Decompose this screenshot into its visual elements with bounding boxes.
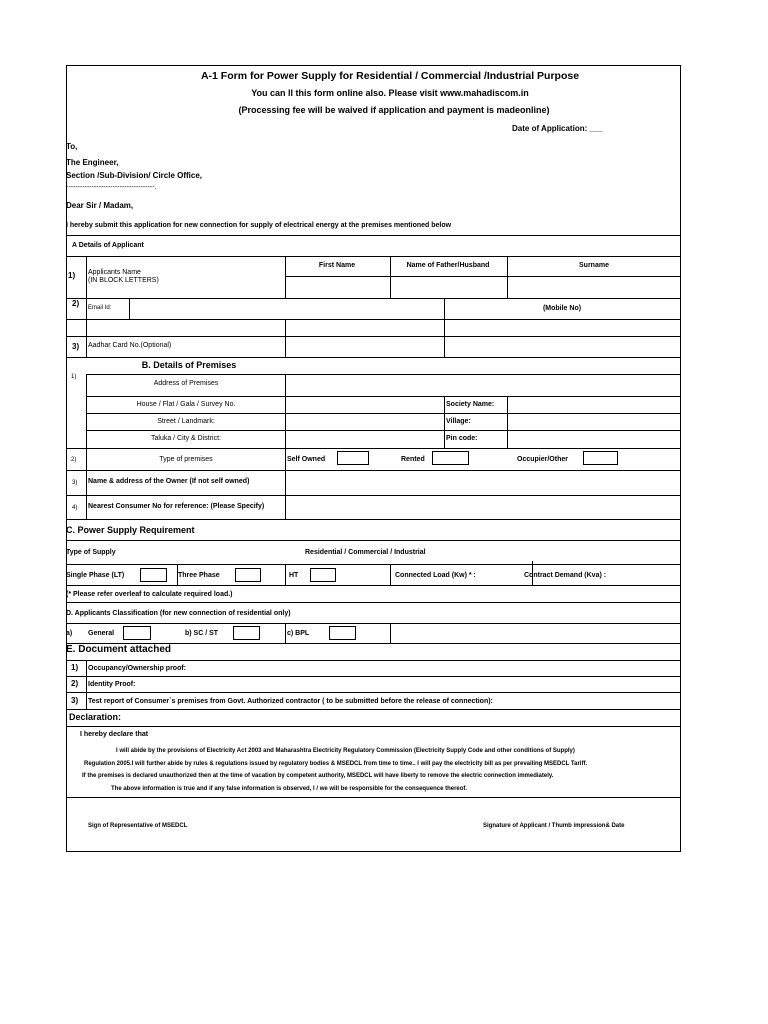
- section-c-heading: C. Power Supply Requirement: [66, 525, 195, 535]
- office-dashes: --------------------------------------.: [66, 184, 157, 191]
- form-title: A-1 Form for Power Supply for Residential / Commercial /Industrial Purpose: [200, 70, 580, 82]
- taluka-label: Taluka / City & District:: [150, 435, 222, 442]
- single-phase-checkbox[interactable]: [140, 568, 167, 582]
- test-report-label: Test report of Consumer`s premises from Govt. Authorized contractor ( to be submitted before the release of connection):: [88, 698, 493, 705]
- declaration-line-3: If the premises is declared unauthorized then at the time of vacation by competent authority, MSEDCL will have liberty to remove the electric connection immediately.: [82, 773, 554, 779]
- declaration-intro: I hereby declare that: [80, 731, 149, 738]
- occupier-label: Occupier/Other: [517, 456, 568, 463]
- row-number: 4): [72, 505, 78, 511]
- three-phase-label: Three Phase: [178, 572, 220, 579]
- consumer-label: Nearest Consumer No for reference: (Please Specify): [88, 503, 265, 510]
- address-label: Address of Premises: [153, 380, 219, 387]
- house-input[interactable]: [286, 397, 443, 412]
- identity-label: Identity Proof:: [88, 681, 136, 688]
- office-label: Section /Sub-Division/ Circle Office,: [66, 171, 203, 180]
- owner-input[interactable]: [286, 471, 680, 494]
- aadhar-input[interactable]: [286, 337, 443, 356]
- owner-label: Name & address of the Owner (If not self owned): [88, 478, 250, 485]
- sc-st-checkbox[interactable]: [233, 626, 260, 640]
- section-d-heading: D. Applicants Classification (for new connection of residential only): [66, 610, 291, 617]
- general-label: General: [88, 630, 115, 637]
- street-label: Street / Landmark:: [157, 418, 215, 425]
- row-number: 3): [72, 480, 78, 486]
- rented-label: Rented: [401, 456, 425, 463]
- to-label: To,: [66, 142, 78, 151]
- row-number: 3): [72, 342, 80, 351]
- pincode-label: Pin code:: [446, 435, 478, 442]
- house-label: House / Flat / Gala / Survey No.: [136, 401, 236, 408]
- declaration-line-4: The above information is true and if any false information is observed, I / we will be responsible for the consequence thereof.: [111, 786, 468, 792]
- aadhar-label: Aadhar Card No.(Optional): [88, 342, 172, 349]
- street-input[interactable]: [286, 414, 443, 429]
- row-number: 1): [71, 374, 77, 380]
- doc-number: 1): [71, 663, 79, 672]
- occupier-checkbox[interactable]: [583, 451, 618, 465]
- occupancy-label: Occupancy/Ownership proof:: [88, 665, 187, 672]
- father-name-input[interactable]: [391, 277, 507, 298]
- bpl-checkbox[interactable]: [329, 626, 356, 640]
- self-owned-checkbox[interactable]: [337, 451, 369, 465]
- address-input[interactable]: [286, 375, 680, 395]
- row-number: 2): [72, 299, 80, 308]
- declaration-line-2: Regulation 2005.I will further abide by rules & regulations issued by regulatory bodies & MSEDCL from time to time.. I will pay the electricity bill as per prevailing MSEDCL Tariff.: [84, 761, 588, 767]
- first-name-input[interactable]: [286, 277, 390, 298]
- declaration-heading: Declaration:: [69, 712, 122, 722]
- self-owned-label: Self Owned: [287, 456, 326, 463]
- row-number: 2): [71, 457, 77, 463]
- rented-checkbox[interactable]: [432, 451, 469, 465]
- premises-type-label: Type of premises: [159, 456, 213, 463]
- sc-st-label: b) SC / ST: [185, 630, 219, 637]
- mobile-label: (Mobile No): [542, 305, 582, 312]
- society-label: Society Name:: [446, 401, 495, 408]
- doc-number: 2): [71, 679, 79, 688]
- doc-number: 3): [71, 696, 79, 705]
- msedcl-signature-label: Sign of Representative of MSEDCL: [88, 823, 188, 829]
- load-note: (* Please refer overleaf to calculate required load.): [66, 591, 233, 598]
- general-checkbox[interactable]: [123, 626, 151, 640]
- row-number: 1): [68, 271, 76, 280]
- taluka-input[interactable]: [286, 431, 443, 447]
- consumer-input[interactable]: [286, 496, 680, 518]
- ht-label: HT: [289, 572, 299, 579]
- online-note: You can ll this form online also. Please visit www.mahadiscom.in: [251, 88, 529, 98]
- fee-note: (Processing fee will be waived if application and payment is madeonline): [238, 105, 550, 115]
- first-name-header: First Name: [318, 262, 356, 269]
- father-name-header: Name of Father/Husband: [406, 262, 490, 269]
- declaration-line-1: I will abide by the provisions of Electricity Act 2003 and Maharashtra Electricity Regulatory Commission (Electricity Supply Code and other conditions of Supply): [116, 748, 575, 754]
- engineer-label: The Engineer,: [66, 158, 119, 167]
- village-label: Village:: [446, 418, 471, 425]
- connected-load-label: Connected Load (Kw) * :: [395, 572, 476, 579]
- email-input[interactable]: [130, 299, 443, 318]
- bpl-label: c) BPL: [287, 630, 310, 637]
- contract-demand-label: Contract Demand (Kva) :: [524, 572, 607, 579]
- intro-text: I hereby submit this application for new connection for supply of electrical energy at the premises mentioned below: [66, 222, 452, 229]
- supply-categories: Residential / Commercial / Industrial: [305, 549, 426, 556]
- section-a-heading: A Details of Applicant: [72, 242, 144, 249]
- ht-checkbox[interactable]: [310, 568, 336, 582]
- village-input[interactable]: [508, 414, 680, 429]
- three-phase-checkbox[interactable]: [235, 568, 261, 582]
- section-e-heading: E. Document attached: [66, 644, 172, 655]
- surname-header: Surname: [579, 262, 609, 269]
- applicant-signature-label: Signature of Applicant / Thumb impression& Date: [483, 823, 625, 829]
- date-of-application[interactable]: Date of Application: ___: [512, 124, 603, 133]
- applicant-name-label: Applicants Name: [88, 269, 141, 276]
- email-label: Email Id:: [88, 305, 112, 311]
- society-input[interactable]: [508, 397, 680, 412]
- pincode-input[interactable]: [508, 431, 680, 447]
- block-letters-label: (IN BLOCK LETTERS): [88, 277, 159, 284]
- general-row-label: a): [66, 630, 73, 637]
- salutation: Dear Sir / Madam,: [66, 201, 134, 210]
- single-phase-label: Single Phase (LT): [66, 572, 125, 579]
- surname-input[interactable]: [508, 277, 680, 298]
- type-of-supply-label: Type of Supply: [66, 549, 116, 556]
- section-b-heading: B. Details of Premises: [141, 360, 237, 370]
